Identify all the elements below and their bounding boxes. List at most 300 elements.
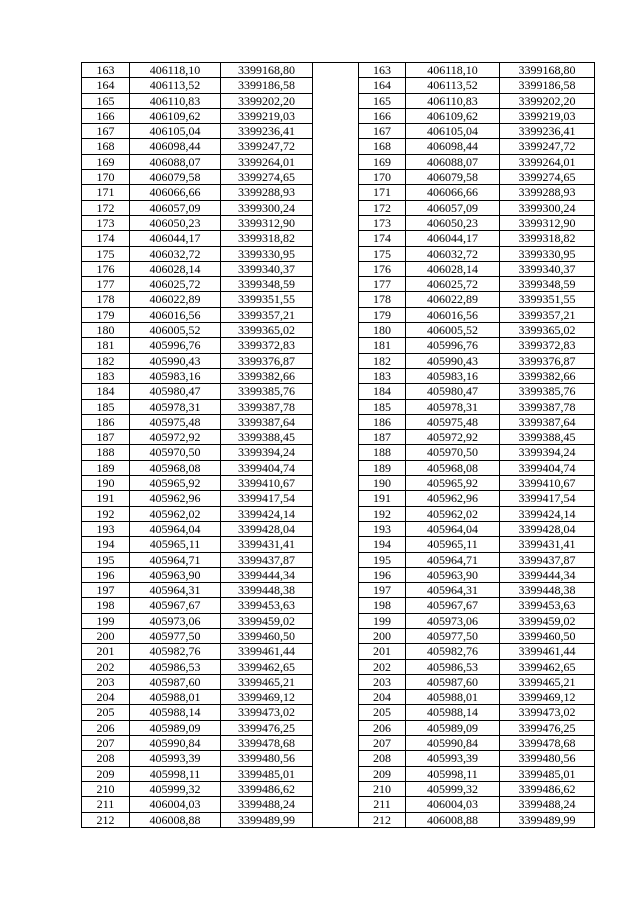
table-row <box>82 751 313 766</box>
x-coordinate-cell: 405970,50 <box>406 445 500 460</box>
table-row <box>359 414 595 429</box>
table-row <box>82 797 313 812</box>
point-number-cell: 183 <box>82 368 130 383</box>
point-number-cell: 187 <box>82 430 130 445</box>
point-number-cell: 172 <box>359 200 406 215</box>
x-coordinate-cell: 406098,44 <box>130 139 221 154</box>
x-coordinate-cell: 405986,53 <box>406 659 500 674</box>
x-coordinate-cell: 405986,53 <box>130 659 221 674</box>
point-number-cell: 191 <box>359 491 406 506</box>
point-number-cell: 175 <box>359 246 406 261</box>
y-coordinate-cell: 3399424,14 <box>500 506 595 521</box>
table-row <box>82 430 313 445</box>
table-row <box>82 720 313 735</box>
x-coordinate-cell: 405964,04 <box>406 521 500 536</box>
y-coordinate-cell: 3399461,44 <box>500 644 595 659</box>
y-coordinate-cell: 3399417,54 <box>221 491 313 506</box>
x-coordinate-cell: 406105,04 <box>406 124 500 139</box>
point-number-cell: 188 <box>359 445 406 460</box>
table-row <box>82 644 313 659</box>
point-number-cell: 173 <box>359 215 406 230</box>
y-coordinate-cell: 3399186,58 <box>221 78 313 93</box>
x-coordinate-cell: 406016,56 <box>406 307 500 322</box>
point-number-cell: 209 <box>82 766 130 781</box>
table-row <box>82 139 313 154</box>
point-number-cell: 165 <box>82 93 130 108</box>
point-number-cell: 180 <box>82 323 130 338</box>
y-coordinate-cell: 3399459,02 <box>500 613 595 628</box>
x-coordinate-cell: 405965,92 <box>130 476 221 491</box>
y-coordinate-cell: 3399473,02 <box>221 705 313 720</box>
x-coordinate-cell: 406118,10 <box>130 63 221 78</box>
coordinates-table-right <box>358 62 595 828</box>
y-coordinate-cell: 3399288,93 <box>500 185 595 200</box>
y-coordinate-cell: 3399387,64 <box>500 414 595 429</box>
y-coordinate-cell: 3399444,34 <box>221 567 313 582</box>
point-number-cell: 169 <box>82 154 130 169</box>
y-coordinate-cell: 3399480,56 <box>500 751 595 766</box>
y-coordinate-cell: 3399219,03 <box>500 108 595 123</box>
point-number-cell: 169 <box>359 154 406 169</box>
table-row <box>82 78 313 93</box>
point-number-cell: 191 <box>82 491 130 506</box>
point-number-cell: 204 <box>82 690 130 705</box>
x-coordinate-cell: 406057,09 <box>130 200 221 215</box>
point-number-cell: 180 <box>359 323 406 338</box>
y-coordinate-cell: 3399478,68 <box>221 736 313 751</box>
table-row <box>359 384 595 399</box>
x-coordinate-cell: 406079,58 <box>130 170 221 185</box>
table-row <box>359 506 595 521</box>
point-number-cell: 167 <box>82 124 130 139</box>
table-row <box>359 521 595 536</box>
y-coordinate-cell: 3399486,62 <box>221 781 313 796</box>
x-coordinate-cell: 406044,17 <box>130 231 221 246</box>
x-coordinate-cell: 405965,92 <box>406 476 500 491</box>
point-number-cell: 173 <box>82 215 130 230</box>
point-number-cell: 185 <box>82 399 130 414</box>
point-number-cell: 200 <box>82 628 130 643</box>
table-row <box>82 185 313 200</box>
table-row <box>82 476 313 491</box>
y-coordinate-cell: 3399202,20 <box>221 93 313 108</box>
x-coordinate-cell: 405988,14 <box>130 705 221 720</box>
point-number-cell: 168 <box>82 139 130 154</box>
table-row <box>82 766 313 781</box>
x-coordinate-cell: 406005,52 <box>406 323 500 338</box>
point-number-cell: 192 <box>359 506 406 521</box>
y-coordinate-cell: 3399351,55 <box>500 292 595 307</box>
table-row <box>82 567 313 582</box>
y-coordinate-cell: 3399473,02 <box>500 705 595 720</box>
x-coordinate-cell: 405972,92 <box>406 430 500 445</box>
x-coordinate-cell: 406005,52 <box>130 323 221 338</box>
y-coordinate-cell: 3399236,41 <box>221 124 313 139</box>
table-row <box>359 736 595 751</box>
x-coordinate-cell: 405962,02 <box>130 506 221 521</box>
x-coordinate-cell: 406110,83 <box>406 93 500 108</box>
y-coordinate-cell: 3399382,66 <box>500 368 595 383</box>
y-coordinate-cell: 3399476,25 <box>221 720 313 735</box>
x-coordinate-cell: 405964,31 <box>406 583 500 598</box>
point-number-cell: 208 <box>359 751 406 766</box>
point-number-cell: 200 <box>359 628 406 643</box>
x-coordinate-cell: 405989,09 <box>130 720 221 735</box>
table-row <box>359 246 595 261</box>
y-coordinate-cell: 3399357,21 <box>500 307 595 322</box>
y-coordinate-cell: 3399486,62 <box>500 781 595 796</box>
x-coordinate-cell: 406110,83 <box>130 93 221 108</box>
table-row <box>82 154 313 169</box>
table-row <box>82 353 313 368</box>
table-row <box>359 430 595 445</box>
x-coordinate-cell: 405998,11 <box>406 766 500 781</box>
point-number-cell: 166 <box>359 108 406 123</box>
point-number-cell: 168 <box>359 139 406 154</box>
table-row <box>359 460 595 475</box>
point-number-cell: 206 <box>359 720 406 735</box>
y-coordinate-cell: 3399488,24 <box>500 797 595 812</box>
y-coordinate-cell: 3399382,66 <box>221 368 313 383</box>
x-coordinate-cell: 406088,07 <box>406 154 500 169</box>
x-coordinate-cell: 406022,89 <box>406 292 500 307</box>
table-row <box>82 368 313 383</box>
point-number-cell: 167 <box>359 124 406 139</box>
x-coordinate-cell: 405963,90 <box>406 567 500 582</box>
y-coordinate-cell: 3399469,12 <box>500 690 595 705</box>
point-number-cell: 190 <box>82 476 130 491</box>
y-coordinate-cell: 3399462,65 <box>221 659 313 674</box>
table-row <box>359 261 595 276</box>
point-number-cell: 196 <box>82 567 130 582</box>
y-coordinate-cell: 3399453,63 <box>500 598 595 613</box>
x-coordinate-cell: 405980,47 <box>406 384 500 399</box>
y-coordinate-cell: 3399448,38 <box>500 583 595 598</box>
point-number-cell: 193 <box>82 521 130 536</box>
x-coordinate-cell: 406025,72 <box>130 277 221 292</box>
point-number-cell: 201 <box>82 644 130 659</box>
table-row <box>359 338 595 353</box>
table-row <box>82 261 313 276</box>
y-coordinate-cell: 3399365,02 <box>221 323 313 338</box>
x-coordinate-cell: 406016,56 <box>130 307 221 322</box>
point-number-cell: 187 <box>359 430 406 445</box>
table-row <box>82 246 313 261</box>
x-coordinate-cell: 406066,66 <box>130 185 221 200</box>
table-row <box>82 200 313 215</box>
y-coordinate-cell: 3399219,03 <box>221 108 313 123</box>
y-coordinate-cell: 3399202,20 <box>500 93 595 108</box>
table-row <box>359 766 595 781</box>
x-coordinate-cell: 405990,43 <box>406 353 500 368</box>
x-coordinate-cell: 405978,31 <box>130 399 221 414</box>
y-coordinate-cell: 3399388,45 <box>221 430 313 445</box>
x-coordinate-cell: 405988,01 <box>130 690 221 705</box>
y-coordinate-cell: 3399465,21 <box>500 674 595 689</box>
x-coordinate-cell: 405963,90 <box>130 567 221 582</box>
point-number-cell: 194 <box>82 537 130 552</box>
table-row <box>359 93 595 108</box>
y-coordinate-cell: 3399274,65 <box>221 170 313 185</box>
x-coordinate-cell: 406113,52 <box>130 78 221 93</box>
point-number-cell: 166 <box>82 108 130 123</box>
x-coordinate-cell: 406113,52 <box>406 78 500 93</box>
table-row <box>359 277 595 292</box>
point-number-cell: 182 <box>359 353 406 368</box>
y-coordinate-cell: 3399385,76 <box>500 384 595 399</box>
x-coordinate-cell: 405977,50 <box>406 628 500 643</box>
point-number-cell: 193 <box>359 521 406 536</box>
table-row <box>359 292 595 307</box>
x-coordinate-cell: 405982,76 <box>406 644 500 659</box>
point-number-cell: 179 <box>82 307 130 322</box>
y-coordinate-cell: 3399404,74 <box>500 460 595 475</box>
table-row <box>359 231 595 246</box>
x-coordinate-cell: 406118,10 <box>406 63 500 78</box>
y-coordinate-cell: 3399300,24 <box>500 200 595 215</box>
y-coordinate-cell: 3399318,82 <box>500 231 595 246</box>
table-row <box>359 812 595 827</box>
x-coordinate-cell: 406044,17 <box>406 231 500 246</box>
table-row <box>359 491 595 506</box>
point-number-cell: 199 <box>359 613 406 628</box>
table-row <box>359 399 595 414</box>
x-coordinate-cell: 405983,16 <box>406 368 500 383</box>
point-number-cell: 205 <box>82 705 130 720</box>
table-row <box>359 705 595 720</box>
y-coordinate-cell: 3399330,95 <box>500 246 595 261</box>
table-row <box>359 200 595 215</box>
y-coordinate-cell: 3399462,65 <box>500 659 595 674</box>
x-coordinate-cell: 405968,08 <box>406 460 500 475</box>
point-number-cell: 181 <box>359 338 406 353</box>
y-coordinate-cell: 3399264,01 <box>221 154 313 169</box>
y-coordinate-cell: 3399410,67 <box>221 476 313 491</box>
point-number-cell: 174 <box>82 231 130 246</box>
y-coordinate-cell: 3399247,72 <box>221 139 313 154</box>
point-number-cell: 164 <box>359 78 406 93</box>
table-row <box>82 674 313 689</box>
y-coordinate-cell: 3399489,99 <box>500 812 595 827</box>
table-row <box>359 674 595 689</box>
point-number-cell: 211 <box>82 797 130 812</box>
point-number-cell: 182 <box>82 353 130 368</box>
point-number-cell: 202 <box>359 659 406 674</box>
y-coordinate-cell: 3399424,14 <box>221 506 313 521</box>
table-row <box>359 215 595 230</box>
table-row <box>82 384 313 399</box>
x-coordinate-cell: 405998,11 <box>130 766 221 781</box>
table-row <box>82 613 313 628</box>
x-coordinate-cell: 405964,31 <box>130 583 221 598</box>
table-row <box>82 659 313 674</box>
table-row <box>359 644 595 659</box>
point-number-cell: 197 <box>82 583 130 598</box>
y-coordinate-cell: 3399365,02 <box>500 323 595 338</box>
table-row <box>82 628 313 643</box>
table-row <box>359 751 595 766</box>
y-coordinate-cell: 3399376,87 <box>500 353 595 368</box>
y-coordinate-cell: 3399465,21 <box>221 674 313 689</box>
table-row <box>359 139 595 154</box>
table-row <box>82 583 313 598</box>
y-coordinate-cell: 3399340,37 <box>500 261 595 276</box>
point-number-cell: 163 <box>359 63 406 78</box>
y-coordinate-cell: 3399485,01 <box>500 766 595 781</box>
x-coordinate-cell: 406088,07 <box>130 154 221 169</box>
point-number-cell: 202 <box>82 659 130 674</box>
x-coordinate-cell: 406066,66 <box>406 185 500 200</box>
point-number-cell: 211 <box>359 797 406 812</box>
y-coordinate-cell: 3399469,12 <box>221 690 313 705</box>
point-number-cell: 197 <box>359 583 406 598</box>
y-coordinate-cell: 3399340,37 <box>221 261 313 276</box>
y-coordinate-cell: 3399448,38 <box>221 583 313 598</box>
point-number-cell: 195 <box>82 552 130 567</box>
coordinates-table-left <box>81 62 313 828</box>
x-coordinate-cell: 405983,16 <box>130 368 221 383</box>
table-row <box>359 567 595 582</box>
table-row <box>82 124 313 139</box>
point-number-cell: 199 <box>82 613 130 628</box>
x-coordinate-cell: 405973,06 <box>130 613 221 628</box>
x-coordinate-cell: 406032,72 <box>130 246 221 261</box>
y-coordinate-cell: 3399330,95 <box>221 246 313 261</box>
y-coordinate-cell: 3399351,55 <box>221 292 313 307</box>
x-coordinate-cell: 405972,92 <box>130 430 221 445</box>
x-coordinate-cell: 405975,48 <box>130 414 221 429</box>
table-row <box>359 628 595 643</box>
point-number-cell: 212 <box>82 812 130 827</box>
table-row <box>82 460 313 475</box>
table-row <box>359 598 595 613</box>
table-row <box>82 63 313 78</box>
x-coordinate-cell: 405965,11 <box>406 537 500 552</box>
point-number-cell: 206 <box>82 720 130 735</box>
x-coordinate-cell: 405989,09 <box>406 720 500 735</box>
point-number-cell: 177 <box>82 277 130 292</box>
point-number-cell: 190 <box>359 476 406 491</box>
point-number-cell: 188 <box>82 445 130 460</box>
point-number-cell: 210 <box>359 781 406 796</box>
x-coordinate-cell: 405962,96 <box>406 491 500 506</box>
y-coordinate-cell: 3399372,83 <box>500 338 595 353</box>
table-row <box>82 93 313 108</box>
x-coordinate-cell: 405993,39 <box>130 751 221 766</box>
x-coordinate-cell: 406008,88 <box>130 812 221 827</box>
x-coordinate-cell: 405964,04 <box>130 521 221 536</box>
x-coordinate-cell: 405990,84 <box>406 736 500 751</box>
y-coordinate-cell: 3399394,24 <box>500 445 595 460</box>
point-number-cell: 208 <box>82 751 130 766</box>
point-number-cell: 171 <box>82 185 130 200</box>
point-number-cell: 205 <box>359 705 406 720</box>
point-number-cell: 177 <box>359 277 406 292</box>
y-coordinate-cell: 3399404,74 <box>221 460 313 475</box>
table-row <box>82 812 313 827</box>
point-number-cell: 176 <box>82 261 130 276</box>
x-coordinate-cell: 405975,48 <box>406 414 500 429</box>
y-coordinate-cell: 3399168,80 <box>221 63 313 78</box>
y-coordinate-cell: 3399460,50 <box>221 628 313 643</box>
y-coordinate-cell: 3399288,93 <box>221 185 313 200</box>
x-coordinate-cell: 405964,71 <box>130 552 221 567</box>
y-coordinate-cell: 3399385,76 <box>221 384 313 399</box>
table-row <box>82 292 313 307</box>
table-row <box>359 476 595 491</box>
x-coordinate-cell: 406098,44 <box>406 139 500 154</box>
table-row <box>82 414 313 429</box>
table-row <box>359 307 595 322</box>
x-coordinate-cell: 405964,71 <box>406 552 500 567</box>
y-coordinate-cell: 3399428,04 <box>221 521 313 536</box>
x-coordinate-cell: 406022,89 <box>130 292 221 307</box>
point-number-cell: 174 <box>359 231 406 246</box>
table-row <box>359 124 595 139</box>
y-coordinate-cell: 3399480,56 <box>221 751 313 766</box>
y-coordinate-cell: 3399431,41 <box>500 537 595 552</box>
point-number-cell: 175 <box>82 246 130 261</box>
y-coordinate-cell: 3399387,64 <box>221 414 313 429</box>
x-coordinate-cell: 406109,62 <box>130 108 221 123</box>
y-coordinate-cell: 3399348,59 <box>221 277 313 292</box>
table-row <box>359 552 595 567</box>
point-number-cell: 189 <box>82 460 130 475</box>
point-number-cell: 198 <box>359 598 406 613</box>
y-coordinate-cell: 3399476,25 <box>500 720 595 735</box>
table-row <box>82 108 313 123</box>
table-row <box>359 445 595 460</box>
point-number-cell: 165 <box>359 93 406 108</box>
table-row <box>82 277 313 292</box>
point-number-cell: 207 <box>359 736 406 751</box>
point-number-cell: 186 <box>359 414 406 429</box>
table-row <box>82 338 313 353</box>
x-coordinate-cell: 405962,96 <box>130 491 221 506</box>
y-coordinate-cell: 3399459,02 <box>221 613 313 628</box>
y-coordinate-cell: 3399437,87 <box>500 552 595 567</box>
point-number-cell: 204 <box>359 690 406 705</box>
table-row <box>82 323 313 338</box>
y-coordinate-cell: 3399264,01 <box>500 154 595 169</box>
point-number-cell: 184 <box>359 384 406 399</box>
point-number-cell: 176 <box>359 261 406 276</box>
point-number-cell: 178 <box>82 292 130 307</box>
x-coordinate-cell: 405990,43 <box>130 353 221 368</box>
x-coordinate-cell: 405977,50 <box>130 628 221 643</box>
x-coordinate-cell: 405968,08 <box>130 460 221 475</box>
y-coordinate-cell: 3399236,41 <box>500 124 595 139</box>
table-row <box>82 690 313 705</box>
table-gap <box>312 62 358 828</box>
x-coordinate-cell: 405965,11 <box>130 537 221 552</box>
table-row <box>359 170 595 185</box>
y-coordinate-cell: 3399394,24 <box>221 445 313 460</box>
x-coordinate-cell: 405993,39 <box>406 751 500 766</box>
y-coordinate-cell: 3399274,65 <box>500 170 595 185</box>
x-coordinate-cell: 405996,76 <box>406 338 500 353</box>
y-coordinate-cell: 3399376,87 <box>221 353 313 368</box>
x-coordinate-cell: 406025,72 <box>406 277 500 292</box>
y-coordinate-cell: 3399478,68 <box>500 736 595 751</box>
table-row <box>82 491 313 506</box>
point-number-cell: 203 <box>82 674 130 689</box>
y-coordinate-cell: 3399186,58 <box>500 78 595 93</box>
x-coordinate-cell: 406004,03 <box>406 797 500 812</box>
point-number-cell: 183 <box>359 368 406 383</box>
point-number-cell: 163 <box>82 63 130 78</box>
x-coordinate-cell: 405978,31 <box>406 399 500 414</box>
